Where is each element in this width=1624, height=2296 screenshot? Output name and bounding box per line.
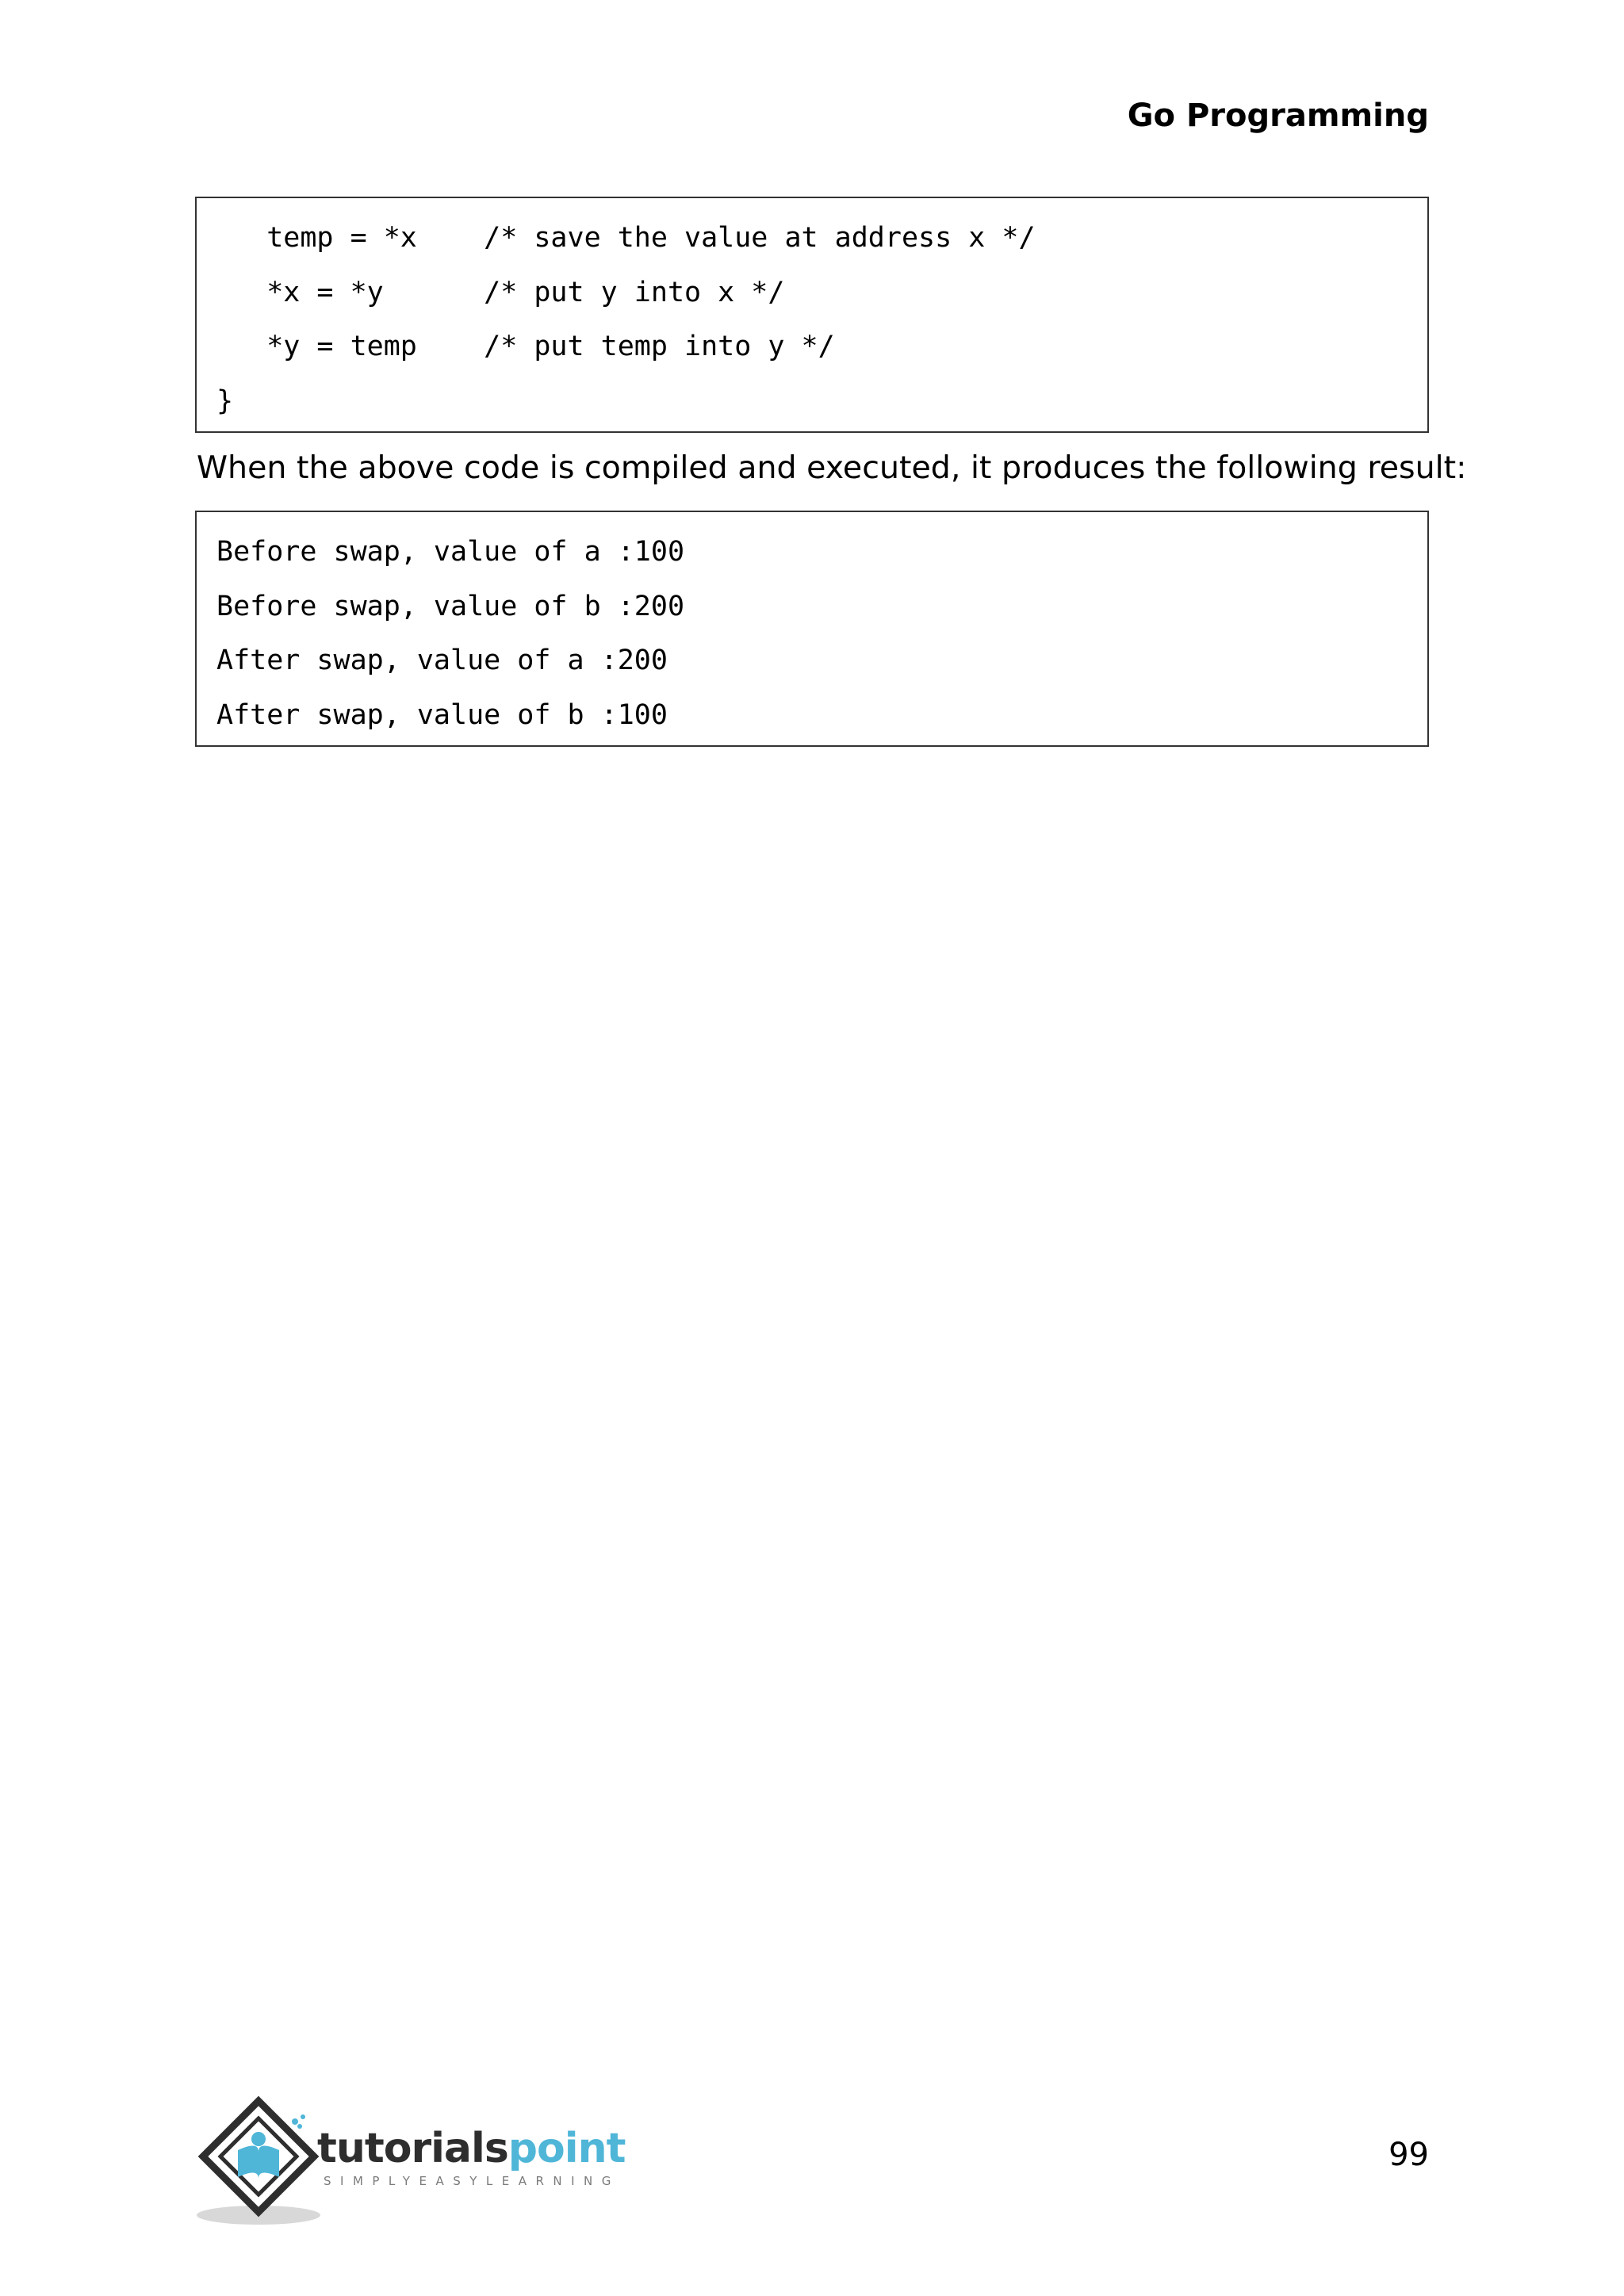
logo-tagline: SIMPLYEASYLEARNING [324, 2174, 620, 2188]
logo-word-part2: point [508, 2125, 626, 2172]
body-paragraph: When the above code is compiled and executed, it produces the following result: [197, 450, 1467, 486]
tutorialspoint-logo [195, 2095, 639, 2229]
code-line: *x = *y /* put y into x */ [216, 276, 785, 308]
output-line: Before swap, value of a :100 [216, 536, 685, 568]
output-line: After swap, value of a :200 [216, 645, 668, 676]
output-line: Before swap, value of b :200 [216, 590, 685, 622]
output-block [195, 511, 1429, 747]
code-line: *y = temp /* put temp into y */ [216, 331, 835, 362]
page-header-title: Go Programming [1127, 98, 1429, 134]
page-number: 99 [1388, 2137, 1429, 2173]
logo-wordmark [317, 2125, 625, 2172]
code-line: temp = *x /* save the value at address x */ [216, 222, 1036, 254]
logo-diamond-icon [195, 2095, 322, 2229]
code-block [195, 197, 1429, 433]
code-line: } [216, 385, 234, 417]
output-line: After swap, value of b :100 [216, 698, 668, 731]
logo-word-part1: tutorials [317, 2125, 508, 2172]
